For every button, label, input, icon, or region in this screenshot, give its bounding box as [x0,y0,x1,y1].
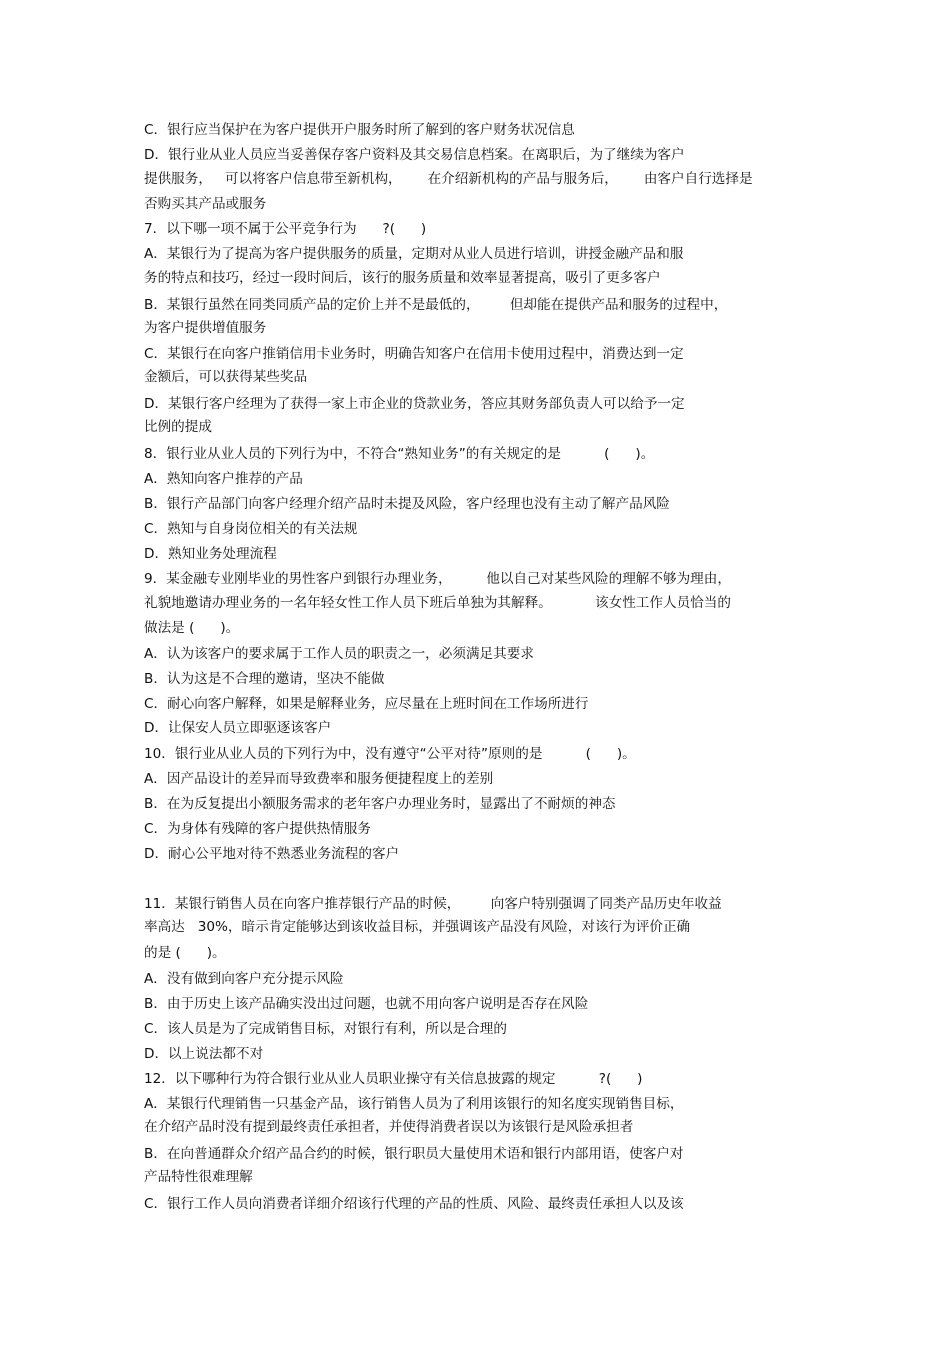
text-line: D．以上说法都不对 [144,1046,264,1062]
text-line: D．银行业从业人员应当妥善保存客户资料及其交易信息档案。在离职后，为了继续为客户 [144,147,685,163]
text-line: A．某银行代理销售一只基金产品，该行销售人员为了利用该银行的知名度实现销售目标， [144,1096,684,1112]
question-7: 7．以下哪一项不属于公平竞争行为 ?( ) [144,221,427,237]
question-9: 9．某金融专业刚毕业的男性客户到银行办理业务， 他以自己对某些风险的理解不够为理由， [144,571,731,587]
text-line: A．没有做到向客户充分提示风险 [144,971,344,987]
text-line: D．让保安人员立即驱逐该客户 [144,720,332,736]
text-line: C．为身体有残障的客户提供热情服务 [144,821,371,837]
text-line: 率高达 30%，暗示肯定能够达到该收益目标，并强调该产品没有风险，对该行为评价正确 [144,919,691,935]
question-10: 10．银行业从业人员的下列行为中，没有遵守“公平对待”原则的是 ( )。 [144,746,636,762]
text-line: C．熟知与自身岗位相关的有关法规 [144,521,358,537]
question-12: 12．以下哪种行为符合银行业从业人员职业操守有关信息披露的规定 ?( ) [144,1071,643,1087]
text-line: C．某银行在向客户推销信用卡业务时，明确告知客户在信用卡使用过程中，消费达到一定 [144,346,684,362]
text-line: B．认为这是不合理的邀请，坚决不能做 [144,671,385,687]
question-8: 8．银行业从业人员的下列行为中，不符合“熟知业务”的有关规定的是 ( )。 [144,446,655,462]
text-line: 否购买其产品或服务 [144,196,267,212]
text-line: C．该人员是为了完成销售目标，对银行有利，所以是合理的 [144,1021,507,1037]
text-line: 的是 ( )。 [144,945,226,961]
text-line: 做法是 ( )。 [144,620,240,636]
text-line: B．某银行虽然在同类同质产品的定价上并不是最低的， 但却能在提供产品和服务的过程中， [144,297,728,313]
text-line: 提供服务， 可以将客户信息带至新机构， 在介绍新机构的产品与服务后， 由客户自行选择是 [144,171,753,187]
text-line: B．在为反复提出小额服务需求的老年客户办理业务时，显露出了不耐烦的神态 [144,796,616,812]
text-line: A．某银行为了提高为客户提供服务的质量，定期对从业人员进行培训，讲授金融产品和服 [144,246,684,262]
text-line: B．银行产品部门向客户经理介绍产品时未提及风险，客户经理也没有主动了解产品风险 [144,496,670,512]
text-line: A．认为该客户的要求属于工作人员的职责之一，必须满足其要求 [144,646,534,662]
text-line: 在介绍产品时没有提到最终责任承担者，并使得消费者误以为该银行是风险承担者 [144,1119,634,1135]
text-line: A．因产品设计的差异而导致费率和服务便捷程度上的差别 [144,771,494,787]
text-line: D．耐心公平地对待不熟悉业务流程的客户 [144,846,400,862]
text-line: C．银行工作人员向消费者详细介绍该行代理的产品的性质、风险、最终责任承担人以及该 [144,1196,684,1212]
text-line: 产品特性很难理解 [144,1169,253,1185]
text-line: B．由于历史上该产品确实没出过问题，也就不用向客户说明是否存在风险 [144,996,589,1012]
text-line: D．熟知业务处理流程 [144,546,277,562]
text-line: C．银行应当保护在为客户提供开户服务时所了解到的客户财务状况信息 [144,122,575,138]
text-line: B．在向普通群众介绍产品合约的时候，银行职员大量使用术语和银行内部用语，使客户对 [144,1146,684,1162]
text-line: C．耐心向客户解释，如果是解释业务，应尽量在上班时间在工作场所进行 [144,696,589,712]
question-11: 11．某银行销售人员在向客户推荐银行产品的时候， 向客户特别强调了同类产品历史年收益 [144,896,722,912]
text-line: 务的特点和技巧，经过一段时间后，该行的服务质量和效率显著提高，吸引了更多客户 [144,270,661,286]
text-line: 比例的提成 [144,419,212,435]
text-line: D．某银行客户经理为了获得一家上市企业的贷款业务，答应其财务部负责人可以给予一定 [144,396,685,412]
text-line: 礼貌地邀请办理业务的一名年轻女性工作人员下班后单独为其解释。 该女性工作人员恰当的 [144,595,731,611]
text-line: 金额后，可以获得某些奖品 [144,369,308,385]
text-line: 为客户提供增值服务 [144,320,267,336]
text-line: A．熟知向客户推荐的产品 [144,471,303,487]
